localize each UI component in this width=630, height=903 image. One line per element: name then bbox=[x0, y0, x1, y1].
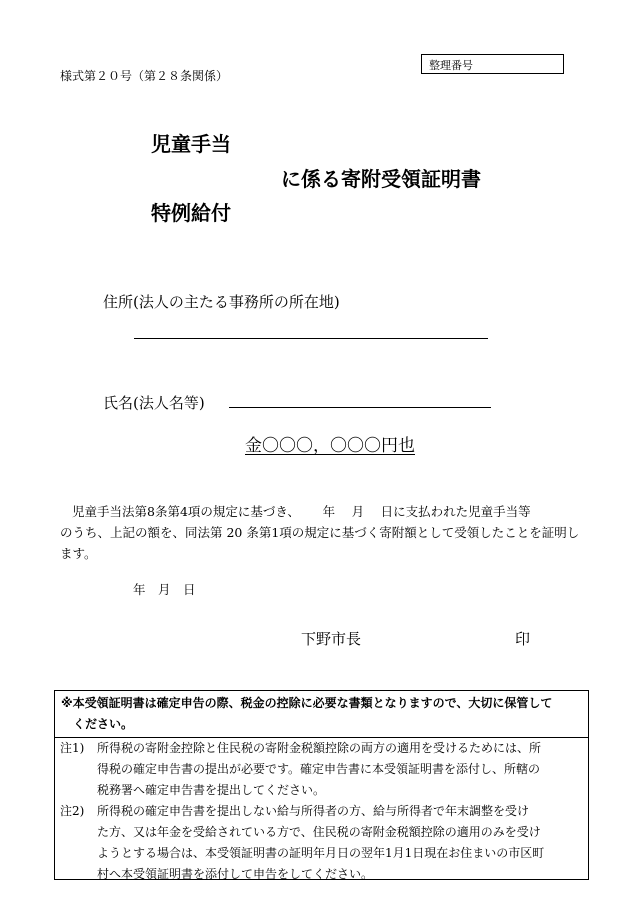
address-label: 住所(法人の主たる事務所の所在地) bbox=[103, 293, 340, 311]
note-line: 所得税の確定申告書を提出しない給与所得者の方、給与所得者で年末調整を受け bbox=[97, 804, 530, 818]
warning-line: ください。 bbox=[73, 717, 134, 731]
note-number: 注2) bbox=[60, 804, 85, 818]
name-field-line[interactable] bbox=[229, 407, 491, 408]
seiri-bango-box: 整理番号 bbox=[421, 54, 564, 74]
body-line-2: のうち、上記の額を、同法第 20 条第1項の規定に基づく寄附額として受領したことを証明し bbox=[60, 525, 580, 540]
note-2 bbox=[55, 801, 588, 885]
certification-text bbox=[60, 501, 580, 564]
note-line: 所得税の寄附金控除と住民税の寄附金税額控除の両方の適用を受けるためには、所 bbox=[97, 741, 542, 755]
body-line-3: ます。 bbox=[60, 546, 97, 561]
warning-line: ※本受領証明書は確定申告の際、税金の控除に必要な書類となりますので、大切に保管して bbox=[61, 696, 553, 710]
form-number: 様式第２０号（第２８条関係） bbox=[60, 69, 229, 83]
note-line: た方、又は年金を受給されている方で、住民税の寄附金税額控除の適用のみを受け bbox=[97, 825, 541, 839]
note-1 bbox=[55, 738, 588, 801]
notice-box bbox=[54, 690, 589, 880]
certification-date: 年 月 日 bbox=[133, 582, 196, 597]
title-line-3: 特例給付 bbox=[151, 201, 231, 225]
note-number: 注1) bbox=[60, 741, 85, 755]
note-line: 得税の確定申告書の提出が必要です。確定申告書に本受領証明書を添付し、所轄の bbox=[97, 762, 541, 776]
donation-amount: 金〇〇〇，〇〇〇円也 bbox=[245, 436, 415, 456]
note-line: 税務署へ確定申告書を提出してください。 bbox=[97, 783, 326, 797]
title-line-1: 児童手当 bbox=[151, 132, 231, 156]
address-field-line[interactable] bbox=[134, 338, 488, 339]
body-line-1: 児童手当法第8条第4項の規定に基づき、 年 月 日に支払われた児童手当等 bbox=[72, 504, 531, 519]
note-line: 村へ本受領証明書を添付して申告をしてください。 bbox=[97, 867, 374, 881]
mayor-title: 下野市長 bbox=[301, 630, 362, 648]
storage-warning bbox=[55, 691, 588, 738]
note-line: ようとする場合は、本受領証明書の証明年月日の翌年1月1日現在お住まいの市区町 bbox=[97, 846, 545, 860]
seal-mark: 印 bbox=[515, 630, 531, 648]
name-label: 氏名(法人名等) bbox=[103, 394, 205, 412]
title-line-2: に係る寄附受領証明書 bbox=[281, 167, 481, 191]
